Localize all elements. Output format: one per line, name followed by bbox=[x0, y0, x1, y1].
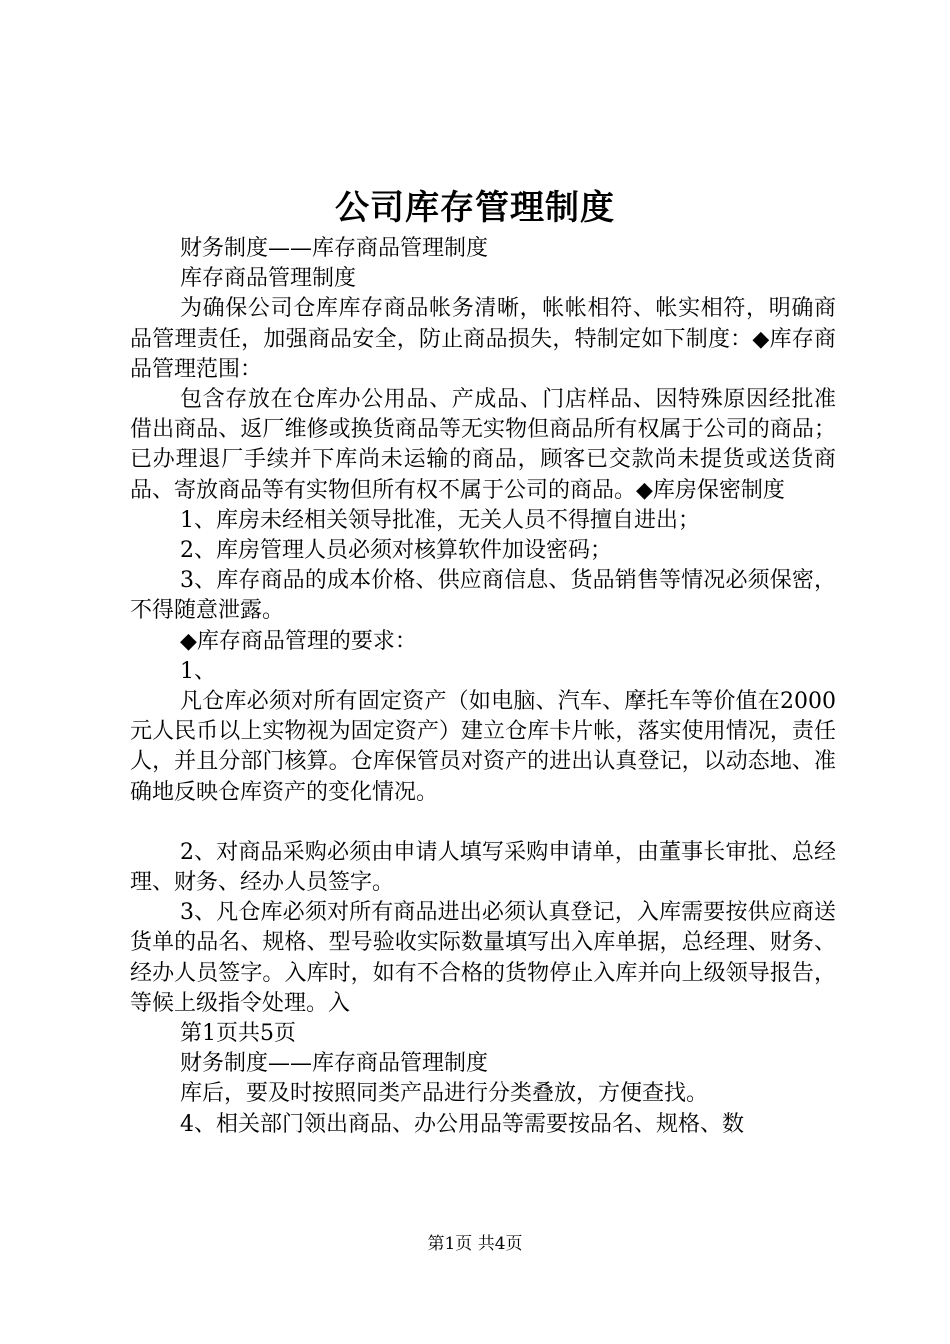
paragraph: 库后，要及时按照同类产品进行分类叠放，方便查找。 bbox=[180, 1081, 709, 1107]
paragraph: 4、相关部门领出商品、办公用品等需要按品名、规格、数 bbox=[180, 1111, 744, 1137]
page-title: 公司库存管理制度 bbox=[335, 188, 615, 228]
paragraph: 1、库房未经相关领导批准，无关人员不得擅自进出； bbox=[180, 507, 700, 533]
paragraph: 2、库房管理人员必须对核算软件加设密码； bbox=[180, 538, 612, 564]
paragraph: ◆库存商品管理的要求： bbox=[180, 628, 417, 654]
paragraph: 凡仓库必须对所有固定资产（如电脑、汽车、摩托车等价值在2000元人民币以上实物视为固定资产）建立仓库卡片帐，落实使用情况，责任人，并且分部门核算。仓库保管员对资产的进出认真登记，以动态地、准确地反映仓库资产的变化情况。 bbox=[130, 689, 836, 805]
paragraph-subtitle: 库存商品管理制度 bbox=[180, 266, 357, 292]
paragraph: 3、库存商品的成本价格、供应商信息、货品销售等情况必须保密，不得随意泄露。 bbox=[130, 568, 836, 624]
paragraph: 1、 bbox=[180, 658, 216, 684]
inline-page-number: 第1页共5页 bbox=[180, 1021, 296, 1047]
paragraph: 3、凡仓库必须对所有商品进出必须认真登记，入库需要按供应商送货单的品名、规格、型号验收实际数量填写出入库单据，总经理、财务、经办人员签字。入库时，如有不合格的货物停止入库并向上级领导报告，等候上级指令处理。入 bbox=[130, 900, 836, 1016]
paragraph-spacer bbox=[130, 808, 836, 838]
paragraph-header: 财务制度——库存商品管理制度 bbox=[180, 1051, 489, 1077]
paragraph: 2、对商品采购必须由申请人填写采购申请单，由董事长审批、总经理、财务、经办人员签字。 bbox=[130, 839, 836, 896]
paragraph-header: 财务制度——库存商品管理制度 bbox=[180, 236, 489, 261]
document-body bbox=[130, 234, 836, 1140]
paragraph: 包含存放在仓库办公用品、产成品、门店样品、因特殊原因经批准借出商品、返厂维修或换货商品等无实物但商品所有权属于公司的商品；已办理退厂手续并下库尚未运输的商品，顾客已交款尚未提货或送货商品、寄放商品等有实物但所有权不属于公司的商品。◆库房保密制度 bbox=[130, 387, 836, 503]
page-footer: 第1页 共4页 bbox=[427, 1234, 523, 1254]
paragraph: 为确保公司仓库库存商品帐务清晰，帐帐相符、帐实相符，明确商品管理责任，加强商品安全，防止商品损失，特制定如下制度：◆库存商品管理范围： bbox=[130, 296, 836, 382]
